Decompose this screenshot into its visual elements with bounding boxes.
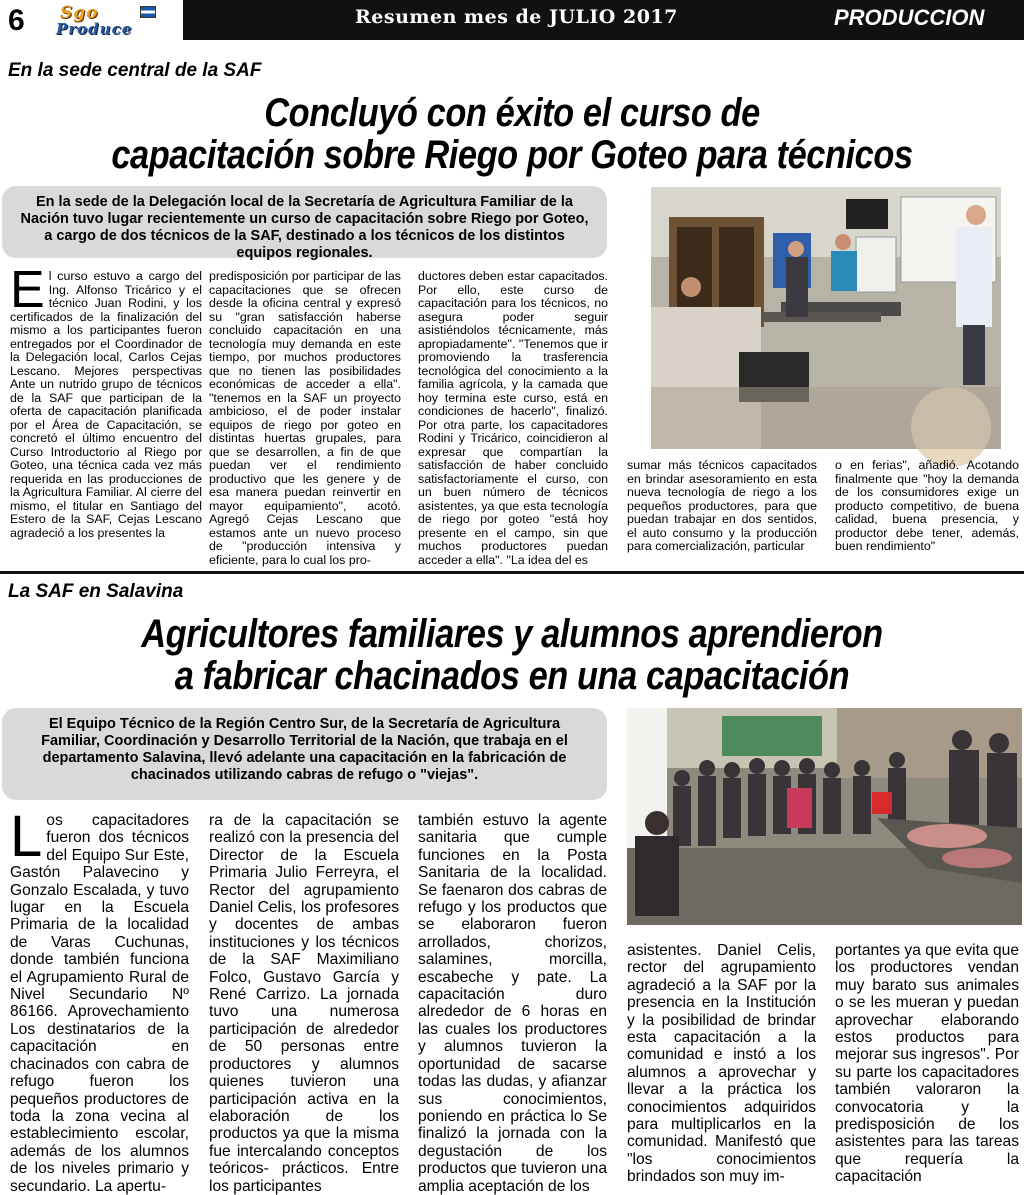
article1-kicker: En la sede central de la SAF: [8, 60, 262, 81]
article2-kicker: La SAF en Salavina: [8, 581, 184, 602]
section-divider: [0, 571, 1024, 574]
sgo-produce-logo: [54, 3, 180, 39]
logo-line1: Sgo: [60, 3, 99, 23]
photo-illustration: [651, 187, 1001, 449]
article2-dropcap: L: [10, 804, 43, 869]
article1-title-line2: capacitación sobre Riego por Goteo para técnicos: [111, 133, 913, 177]
issue-label: Resumen mes de JULIO 2017: [355, 6, 678, 28]
article2-column-1: [10, 804, 189, 1195]
page-number: 6: [8, 4, 25, 37]
photo-illustration: [627, 708, 1022, 925]
article2-column-2: ra de la capacitación se realizó con la presencia del Director de la Escuela Primaria Julio Ferreyra, el Rector del agrupamiento Daniel Celis, los profesores y docentes de ambas instituciones y los técnicos de la SAF Maximiliano Folco, Gustavo García y René Carrizo. La jornada tuvo una numerosa participación de alrededor de 50 personas entre productores y alumnos quienes tuvieron una participación activa en la elaboración de los productos ya que la misma fue intercalando conceptos teóricos- prácticos. Entre los participantes: [209, 812, 399, 1195]
page-header: [0, 0, 1024, 42]
article1-title-line1: Concluyó con éxito el curso de: [264, 91, 760, 135]
flag-icon: [140, 6, 156, 18]
article1-dropcap: E: [10, 261, 45, 319]
training-room-photo: [651, 187, 1001, 449]
article2-column-4: asistentes. Daniel Celis, rector del agrupamiento agradeció a la SAF por la presencia en la Institución y la posibilidad de brindar esta capacitación a la comunidad e instó a los alumnos a aprovechar y llevar a la práctica los conocimientos adquiridos para multiplicarlos en la comunidad. Manifestó que "los conocimientos brindados son muy im-: [627, 942, 816, 1186]
section-label: PRODUCCION: [834, 5, 985, 30]
chacinados-class-photo: [627, 708, 1022, 925]
article1-column-1: [10, 261, 202, 566]
article2-column-3: también estuvo la agente sanitaria que cumple funciones en la Posta Sanitaria de la localidad. Se faenaron dos cabras de refugo y los productos que se elaboraron fueron arrollados, chorizos, salamines, morcilla, escabeche y pate. La capacitación duro alrededor de 6 horas en las cuales los productores y alumnos tuvieron la oportunidad de sacarse todas las dudas, y afianzar sus conocimientos, poniendo en práctica lo Se finalizó la jornada con la degustación de los productos que tuvieron una amplia aceptación de los: [418, 812, 607, 1195]
article2-col1-text: os capacitadores fueron dos técnicos del Equipo Sur Este, Gastón Palavecino y Gonzalo Escalada, y tuvo lugar en la Escuela Primaria de la localidad de Varas Cuchunas, donde también funciona el Agrupamiento Rural de Nivel Secundario Nº 86166. Aprovechamiento Los destinatarios de la capacitación en chacinados con cabra de refugo fueron los pequeños productores de toda la zona vecina al establecimiento escolar, además de los alumnos de los niveles primario y secundario. La apertu-: [10, 812, 189, 1195]
article2-column-5: portantes ya que evita que los productores vendan muy barato sus animales o se les mueran y puedan aprovechar elaborando estos productos para mejorar sus ingresos". Por su parte los capacitadores también valoraron la convocatoria y la predisposición de los asistentes para las tareas que requería la capacitación: [835, 942, 1019, 1186]
article1-lead-box: [2, 186, 607, 261]
article1-column-4: sumar más técnicos capacitados en brindar asesoramiento en esta nueva tecnología de riego a los pequeños productores, para que puedan trabajar en dos sentidos, el auto consumo y la producción para comercialización, particular: [627, 458, 817, 553]
article2-lead-box: [2, 708, 607, 800]
article1-column-5: o en ferias", añadió. Acotando finalmente que "hoy la demanda de los consumidores exige un producto competitivo, de buena calidad, buena presencia, y productor debe tener, además, buen rendimiento": [835, 458, 1019, 553]
article2-title-line2: a fabricar chacinados en una capacitación: [174, 654, 850, 698]
article2-lead: El Equipo Técnico de la Región Centro Sur, de la Secretaría de Agricultura Familiar, Coordinación y Desarrollo Territorial de la Nación, que trabaja en el departamento Salavina, llevó adelante una capacitación en la fabricación de chacinados utilizando cabras de refugo o "viejas".: [41, 716, 568, 783]
article1-column-3: ductores deben estar capacitados. Por ello, este curso de capacitación para los técnicos, no asegura poder seguir asistiéndolos técnicamente, más apropiadamente". "Tenemos que ir promoviendo la trasferencia tecnológica del conocimiento a la familia agrícola, y la camada que hoy termina este curso, está en condiciones de hacerlo", finalizó. Por otra parte, los capacitadores Rodini y Tricárico, coincidieron al expresar que compartían la satisfacción de haber concluido satisfactoriamente el curso, con un buen número de técnicos asistentes, ya que esta tecnología de riego por goteo "está hoy presente en el campo, sin que muchos productores puedan acceder a ella". "La idea del es: [418, 269, 608, 567]
header-bar: [183, 0, 1024, 40]
article1-col1-text: l curso estuvo a cargo del Ing. Alfonso Tricárico y el técnico Juan Rodini, y los certificados de la finalización del mismo a los participantes fueron entregados por el Coordinador de la Delegación local, Carlos Cejas Lescano. Mejores perspectivas Ante un nutrido grupo de técnicos de la SAF que participan de la oferta de capacitación planificada por el Área de Capacitación, se concretó el último encuentro del Curso Introductorio al Riego por Goteo, una técnica cada vez más requerida en las producciones de la Agricultura Familiar. Al cierre del mismo, el titular en Santiago del Estero de la SAF, Cejas Lescano agradeció a los presentes la: [10, 269, 202, 540]
article1-lead: En la sede de la Delegación local de la Secretaría de Agricultura Familiar de la Nación tuvo lugar recientemente un curso de capacitación sobre Riego por Goteo, a cargo de dos técnicos de la SAF, destinado a los técnicos de los distintos equipos regionales.: [20, 194, 589, 261]
article1-column-2: predisposición por participar de las capacitaciones que se ofrecen desde la oficina central y expresó su "gran satisfacción haberse concluido capacitación en una tecnología muy demanda en este tiempo, por muchos productores que no tienen las posibilidades económicas de acceder a ella". "tenemos en la SAF un proyecto ambicioso, el de poder instalar equipos de riego por goteo en distintas huertas grupales, para que se desarrollen, a fin de que puedan ver el rendimiento productivo que les genere y de esa manera puedan reinvertir en mayor equipamiento", acotó. Agregó Cejas Lescano que estamos ante un nuevo proceso de "producción intensiva y eficiente, para lo cual los pro-: [209, 269, 401, 567]
logo-line2: Produce: [56, 20, 133, 38]
article2-title-line1: Agricultores familiares y alumnos aprendieron: [141, 612, 883, 656]
